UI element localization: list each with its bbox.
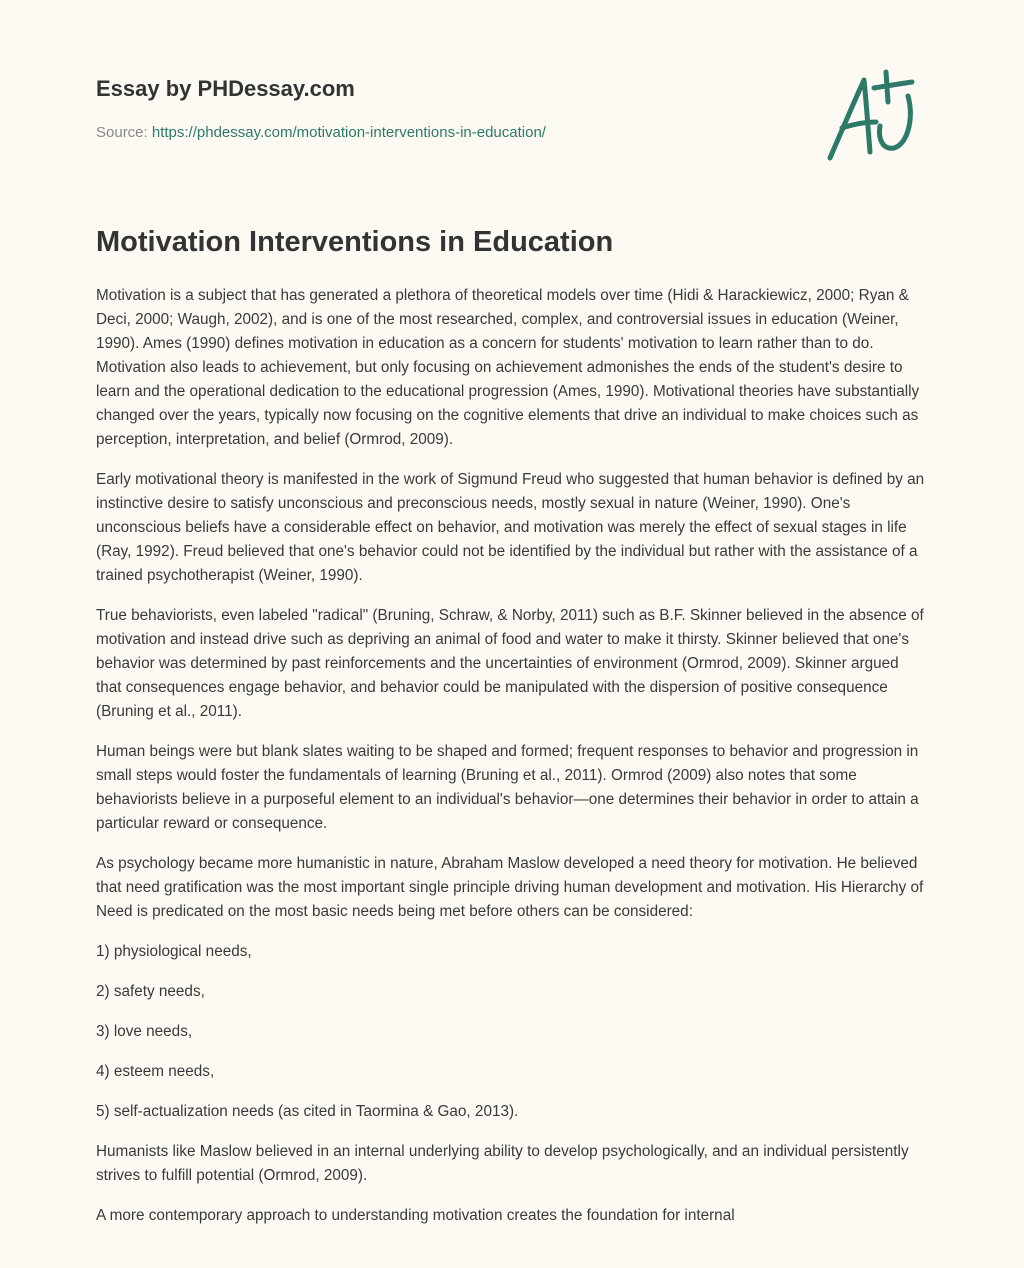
paragraph: Human beings were but blank slates waiting to be shaped and formed; frequent responses to behavior and progression in small steps would foster the fundamentals of learning (Bruning et al., 2011). Ormrod (2009) also notes that some behaviorists believe in a purposeful element to an individual's behavior—one determines their behavior in order to attain a particular reward or consequence.	[96, 743, 919, 832]
source-label: Source:	[96, 124, 152, 141]
essay-page	[96, 0, 928, 1224]
a-plus-logo-icon	[824, 68, 924, 164]
list-item: 2) safety needs,	[96, 983, 205, 1000]
paragraph: A more contemporary approach to understanding motivation creates the foundation for internal	[96, 1207, 735, 1224]
page-header	[96, 0, 928, 200]
essay-body	[96, 284, 928, 1244]
list-item: 1) physiological needs,	[96, 943, 252, 960]
list-item: 3) love needs,	[96, 1023, 193, 1040]
paragraph: As psychology became more humanistic in nature, Abraham Maslow developed a need theory for motivation. He believed that need gratification was the most important single principle driving human development and motivation. His Hierarchy of Need is predicated on the most basic needs being met before others can be considered:	[96, 855, 924, 920]
site-title: Essay by PHDessay.com	[96, 76, 355, 101]
source-line	[96, 124, 546, 141]
paragraph: Humanists like Maslow believed in an internal underlying ability to develop psychologically, and an individual persistently strives to fulfill potential (Ormrod, 2009).	[96, 1143, 909, 1184]
paragraph: True behaviorists, even labeled "radical" (Bruning, Schraw, & Norby, 2011) such as B.F. Skinner believed in the absence of motivation and instead drive such as depriving an animal of food and water to make it thirsty. Skinner believed that one's behavior was determined by past reinforcements and the uncertainties of environment (Ormrod, 2009). Skinner argued that consequences engage behavior, and behavior could be manipulated with the dispersion of positive consequence (Bruning et al., 2011).	[96, 607, 924, 720]
paragraph: Motivation is a subject that has generated a plethora of theoretical models over time (Hidi & Harackiewicz, 2000; Ryan & Deci, 2000; Waugh, 2002), and is one of the most researched, complex, and controversial issues in education (Weiner, 1990). Ames (1990) defines motivation in education as a concern for students' motivation to learn rather than to do. Motivation also leads to achievement, but only focusing on achievement admonishes the ends of the student's desire to learn and the operational dedication to the educational progression (Ames, 1990). Motivational theories have substantially changed over the years, typically now focusing on the cognitive elements that drive an individual to make choices such as perception, interpretation, and belief (Ormrod, 2009).	[96, 287, 920, 448]
paragraph: Early motivational theory is manifested in the work of Sigmund Freud who suggested that human behavior is defined by an instinctive desire to satisfy unconscious and preconscious needs, mostly sexual in nature (Weiner, 1990). One's unconscious beliefs have a considerable effect on behavior, and motivation was merely the effect of sexual stages in life (Ray, 1992). Freud believed that one's behavior could not be identified by the individual but rather with the assistance of a trained psychotherapist (Weiner, 1990).	[96, 471, 925, 584]
list-item: 4) esteem needs,	[96, 1063, 215, 1080]
essay-title: Motivation Interventions in Education	[96, 226, 614, 258]
source-link[interactable]: https://phdessay.com/motivation-interventions-in-education/	[151, 124, 546, 141]
list-item: 5) self-actualization needs (as cited in Taormina & Gao, 2013).	[96, 1103, 519, 1120]
